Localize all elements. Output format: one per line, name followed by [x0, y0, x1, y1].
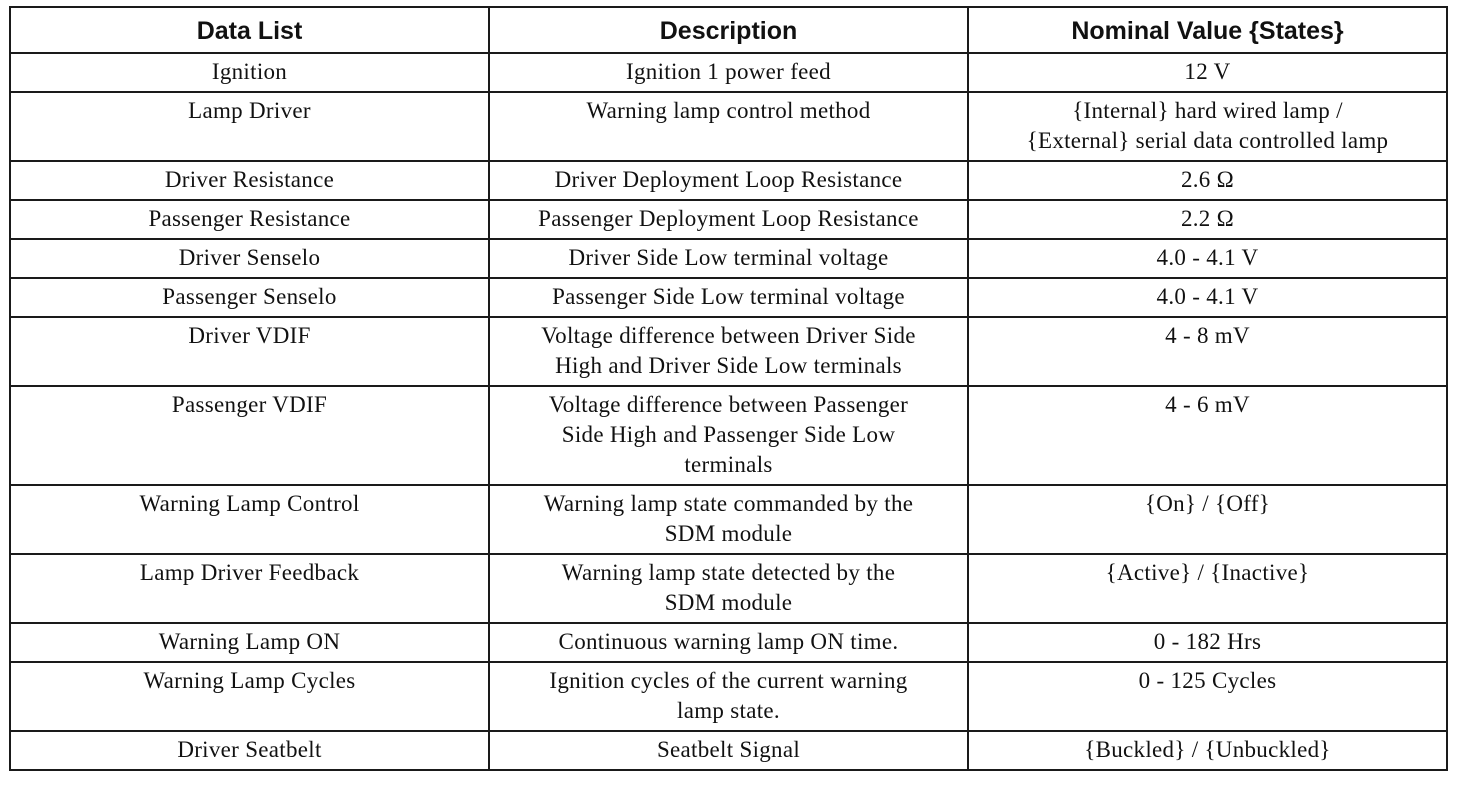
- data-list-table: [9, 6, 1448, 771]
- table-row: [10, 623, 1447, 662]
- cell-data-list: Warning Lamp ON: [10, 623, 489, 662]
- cell-data-list: Driver Seatbelt: [10, 731, 489, 770]
- cell-description: Seatbelt Signal: [489, 731, 968, 770]
- cell-nominal-value: {Internal} hard wired lamp / {External} serial data controlled lamp: [968, 92, 1447, 161]
- table-row: [10, 662, 1447, 731]
- cell-data-list: Driver VDIF: [10, 317, 489, 386]
- cell-nominal-value: 2.6 Ω: [968, 161, 1447, 200]
- table-row: [10, 317, 1447, 386]
- table-row: [10, 239, 1447, 278]
- cell-description: Driver Deployment Loop Resistance: [489, 161, 968, 200]
- cell-description: Voltage difference between Passenger Side High and Passenger Side Low terminals: [489, 386, 968, 485]
- table-row: [10, 554, 1447, 623]
- cell-data-list: Passenger Senselo: [10, 278, 489, 317]
- cell-description: Passenger Side Low terminal voltage: [489, 278, 968, 317]
- cell-nominal-value: 12 V: [968, 53, 1447, 92]
- table-row: [10, 161, 1447, 200]
- cell-description: Passenger Deployment Loop Resistance: [489, 200, 968, 239]
- header-data-list: Data List: [10, 7, 489, 53]
- cell-description: Continuous warning lamp ON time.: [489, 623, 968, 662]
- cell-data-list: Passenger VDIF: [10, 386, 489, 485]
- cell-data-list: Lamp Driver: [10, 92, 489, 161]
- cell-description: Ignition 1 power feed: [489, 53, 968, 92]
- table-body: [10, 53, 1447, 770]
- cell-description: Driver Side Low terminal voltage: [489, 239, 968, 278]
- cell-data-list: Ignition: [10, 53, 489, 92]
- cell-nominal-value: {Buckled} / {Unbuckled}: [968, 731, 1447, 770]
- cell-data-list: Driver Senselo: [10, 239, 489, 278]
- header-nominal-value: Nominal Value {States}: [968, 7, 1447, 53]
- header-description: Description: [489, 7, 968, 53]
- cell-data-list: Lamp Driver Feedback: [10, 554, 489, 623]
- cell-nominal-value: 4.0 - 4.1 V: [968, 278, 1447, 317]
- cell-nominal-value: 4.0 - 4.1 V: [968, 239, 1447, 278]
- cell-description: Warning lamp state commanded by the SDM module: [489, 485, 968, 554]
- cell-description: Warning lamp state detected by the SDM module: [489, 554, 968, 623]
- cell-nominal-value: {Active} / {Inactive}: [968, 554, 1447, 623]
- header-row: [10, 7, 1447, 53]
- cell-data-list: Warning Lamp Cycles: [10, 662, 489, 731]
- cell-nominal-value: {On} / {Off}: [968, 485, 1447, 554]
- table-row: [10, 53, 1447, 92]
- cell-nominal-value: 4 - 8 mV: [968, 317, 1447, 386]
- cell-nominal-value: 0 - 182 Hrs: [968, 623, 1447, 662]
- cell-nominal-value: 0 - 125 Cycles: [968, 662, 1447, 731]
- table-row: [10, 278, 1447, 317]
- cell-data-list: Driver Resistance: [10, 161, 489, 200]
- cell-description: Warning lamp control method: [489, 92, 968, 161]
- table-row: [10, 485, 1447, 554]
- cell-description: Ignition cycles of the current warning lamp state.: [489, 662, 968, 731]
- cell-data-list: Warning Lamp Control: [10, 485, 489, 554]
- cell-nominal-value: 2.2 Ω: [968, 200, 1447, 239]
- cell-data-list: Passenger Resistance: [10, 200, 489, 239]
- table-row: [10, 731, 1447, 770]
- table-row: [10, 200, 1447, 239]
- table-row: [10, 92, 1447, 161]
- cell-nominal-value: 4 - 6 mV: [968, 386, 1447, 485]
- cell-description: Voltage difference between Driver Side High and Driver Side Low terminals: [489, 317, 968, 386]
- table-row: [10, 386, 1447, 485]
